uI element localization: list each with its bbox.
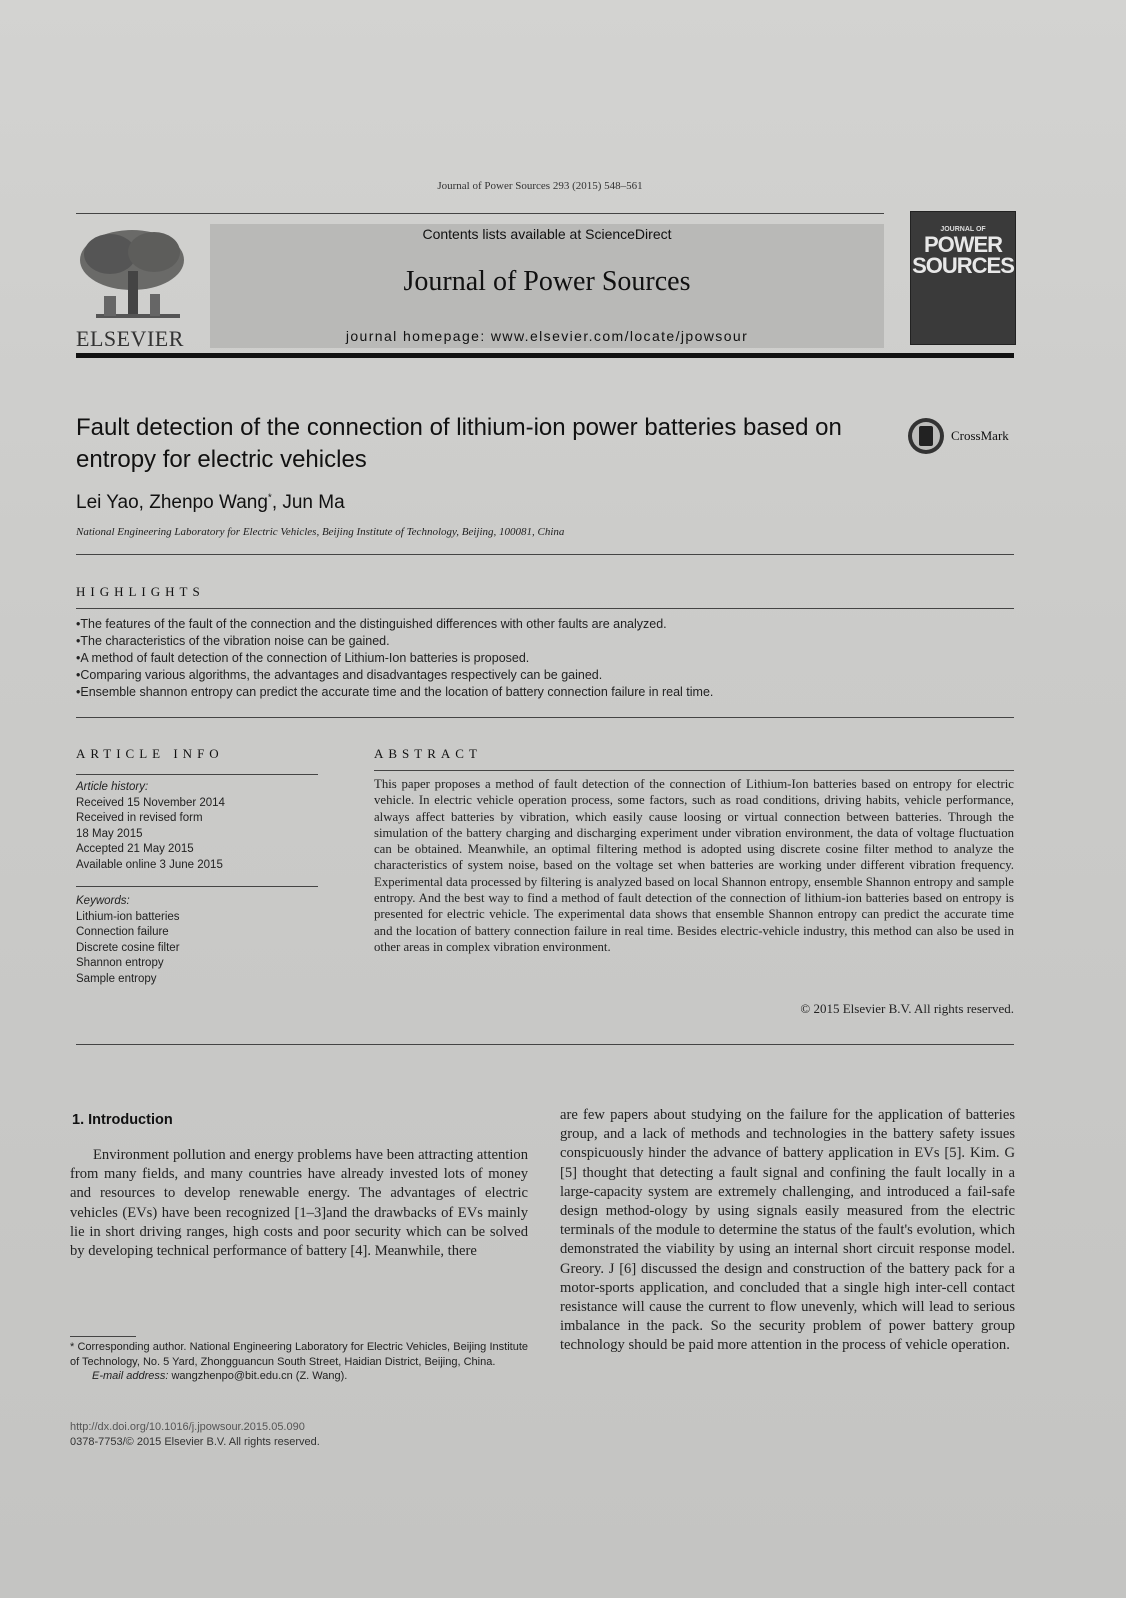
affiliation-rule [76,554,1014,555]
keyword-item: Shannon entropy [76,957,164,969]
highlight-item: • The features of the fault of the connection and the distinguished differences with other faults are analyzed. [76,616,1016,633]
publisher-name: ELSEVIER [76,326,184,351]
corresponding-author-footnote [70,1340,528,1384]
journal-homepage-link[interactable]: journal homepage: www.elsevier.com/locate/jpowsour [345,328,749,344]
keywords-rule [76,886,318,887]
cover-title-line1: POWER [923,232,1003,257]
history-item: Available online 3 June 2015 [76,858,223,871]
authors-first: Lei Yao, Zhenpo Wang [76,492,268,513]
introduction-column-left: Environment pollution and energy problems have been attracting attention from many fields, and many countries have already invested lots of money and resources to develop renewable energy. The advantages of electric vehicles (EVs) have been recognized [1–3]and the drawbacks of EVs mainly lie in short driving ranges, high costs and poor security which can be solved by developing technical performance of battery [4]. Meanwhile, there [70,1147,528,1260]
keyword-item: Lithium-ion batteries [76,910,180,923]
abstract-bottom-rule [76,1044,1014,1045]
highlight-item: • The characteristics of the vibration noise can be gained. [76,633,1016,650]
cover-title [911,234,1015,276]
author-list [76,492,345,514]
authors-rest: , Jun Ma [271,492,345,513]
abstract-heading: ABSTRACT [374,746,482,761]
corresponding-author-mark[interactable]: * [267,492,272,504]
highlight-item: • Comparing various algorithms, the advantages and disadvantages respectively can be gained. [76,667,1016,684]
keyword-item: Sample entropy [76,972,157,985]
journal-name: Journal of Power Sources [403,266,691,297]
article-title: Fault detection of the connection of lithium-ion power batteries based on entropy for electric vehicles [76,414,842,473]
article-info-heading: ARTICLE INFO [76,746,224,761]
article-info-rule [76,774,318,775]
doi-link[interactable]: http://dx.doi.org/10.1016/j.jpowsour.2015.05.090 [70,1421,305,1433]
email-link[interactable]: wangzhenpo@bit.edu.cn (Z. Wang). [171,1370,348,1382]
highlight-item: • Ensemble shannon entropy can predict the accurate time and the location of battery connection failure in real time. [76,684,1016,701]
keyword-item: Discrete cosine filter [76,941,180,954]
highlights-list [76,616,1016,701]
cover-title-line2: SOURCES [912,253,1014,278]
history-item: 18 May 2015 [76,827,143,840]
keywords [76,894,316,987]
journal-citation: Journal of Power Sources 293 (2015) 548–561 [437,180,643,192]
header-top-rule [76,213,884,214]
introduction-column-right: are few papers about studying on the failure for the application of batteries group, and a lack of methods and technologies in the battery safety issues conspicuously hinder the advance of battery application in EVs [5]. Kim. G [5] thought that detecting a fault signal and confining the fault locally in a large-capacity system are extremely challenging, and introduced a fail-safe design method-ology by using signals easily measured from the electric terminals of the module to determine the status of the fault's evolution, which demonstrated the viability by using an internal short circuit response model. Greory. J [6] discussed the design and construction of the battery pack for a motor-sports application, and concluded that a single high inter-cell contact resistance will cause the current to flow unevenly, which will lead to serious imbalance in the pack. So the security problem of power battery group technology should be paid more attention in the process of vehicle operation. [560,1107,1015,1354]
article-history-label: Article history: [76,781,149,793]
issn-copyright: 0378-7753/© 2015 Elsevier B.V. All rights reserved. [70,1436,320,1448]
abstract-rule [374,770,1014,771]
history-item: Accepted 21 May 2015 [76,843,194,855]
crossmark-icon[interactable] [907,417,945,455]
crossmark-label[interactable]: CrossMark [951,428,1009,443]
cover-small-text: JOURNAL OF [940,226,986,233]
abstract-copyright: © 2015 Elsevier B.V. All rights reserved. [800,1001,1014,1016]
contents-line: Contents lists available at ScienceDirect [422,226,672,242]
corresponding-author-address: * Corresponding author. National Engineering Laboratory for Electric Vehicles, Beijing Institute of Technology, No. 5 Yard, Zhongguancun South Street, Haidian District, Beijing, China. [70,1341,528,1368]
highlights-top-rule [76,608,1014,609]
history-item: Received in revised form [76,812,203,824]
email-line [70,1369,528,1384]
journal-cover-image [910,211,1016,345]
author-affiliation: National Engineering Laboratory for Electric Vehicles, Beijing Institute of Technology, Beijing, 100081, China [76,526,565,538]
highlight-item: • A method of fault detection of the connection of Lithium-Ion batteries is proposed. [76,650,1016,667]
article-history [76,780,316,873]
keyword-item: Connection failure [76,926,169,938]
email-label: E-mail address: [92,1370,169,1382]
footnote-rule [70,1336,136,1337]
highlights-bottom-rule [76,717,1014,718]
highlights-heading: HIGHLIGHTS [76,584,205,599]
history-item: Received 15 November 2014 [76,796,225,809]
introduction-heading: 1. Introduction [72,1112,173,1128]
doi-block [70,1420,320,1450]
abstract-text: This paper proposes a method of fault detection of the connection of Lithium-Ion batteries based on entropy for electric vehicle. In electric vehicle operation process, some factors, such as road conditions, driving habits, vehicle performance, always affect batteries by vibration, which easily cause loosing or virtual connection between batteries. Through the simulation of the battery charging and discharging experiment under vibration environment, the data of voltage fluctuation can be obtained. Meanwhile, an optimal filtering method is adopted using discrete cosine filter method to analyze the characteristics of system noise, based on the voltage set when batteries are working under different vibration frequency. Experimental data processed by filtering is analyzed based on local Shannon entropy, ensemble Shannon entropy and sample entropy. And the best way to find a method of fault detection of the connection of lithium-ion batteries based on entropy is presented for electric vehicle. The experimental data shows that ensemble Shannon entropy can predict the accurate time and the location of battery connection failure in real time. Besides electric-vehicle industry, this method can also be used in other areas in complex vibration environment. [374,777,1014,954]
header-bottom-rule [76,353,1014,358]
keywords-label: Keywords: [76,895,130,907]
